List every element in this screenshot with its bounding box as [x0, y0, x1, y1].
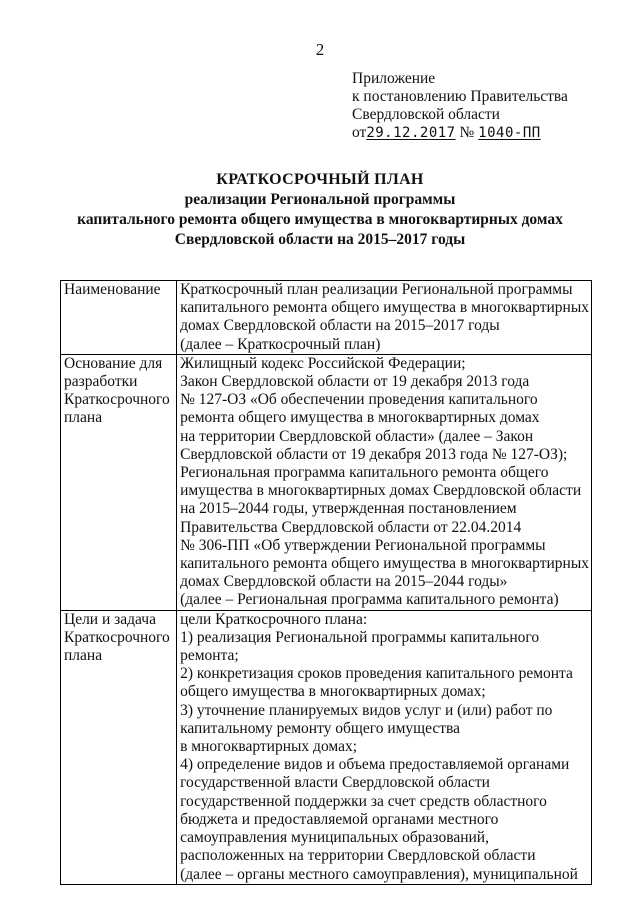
row-content-line: 1) реализация Региональной программы капитального: [180, 628, 540, 646]
row-content-line: № 127-ОЗ «Об обеспечении проведения капитального: [180, 391, 538, 409]
handwritten-number: 1040-ПП: [478, 125, 541, 141]
row-content-line: Закон Свердловской области от 19 декабря 2013 года: [180, 373, 530, 391]
row-content-cell: [177, 610, 592, 884]
row-label-line: Краткосрочного: [64, 628, 170, 646]
row-content-line: домах Свердловской области на 2015–2017 годы: [180, 317, 500, 335]
row-label-line: Цели и задача: [64, 610, 156, 628]
row-label-line: плана: [64, 409, 103, 427]
table-row: [61, 610, 592, 884]
row-content-line: самоуправления муниципальных образований,: [180, 829, 489, 847]
row-content-line: на 2015–2044 годы, утвержденная постановлением: [180, 500, 517, 518]
date-prefix: от: [352, 124, 367, 141]
table-row: [61, 354, 592, 610]
number-prefix: №: [459, 124, 475, 141]
row-content-cell: [177, 281, 592, 355]
row-content-line: капитального ремонта общего имущества в многоквартирных: [180, 555, 589, 573]
table-row: [61, 281, 592, 355]
row-content-line: (далее – органы местного самоуправления), муниципальной: [180, 865, 578, 883]
row-label-cell: [61, 610, 177, 884]
row-label-line: Наименование: [64, 281, 161, 298]
row-content-line: ремонта;: [180, 647, 239, 665]
row-content-line: (далее – Региональная программа капитального ремонта): [180, 591, 559, 609]
row-content-line: Свердловской области от 19 декабря 2013 года № 127-ОЗ);: [180, 445, 568, 463]
row-content-line: (далее – Краткосрочный план): [180, 335, 381, 353]
title-line-2: реализации Региональной программы: [184, 191, 456, 208]
title-line-4: Свердловской области на 2015–2017 годы: [174, 231, 466, 248]
handwritten-date: 29.12.2017: [366, 125, 456, 141]
row-label-line: плана: [64, 647, 103, 665]
row-content-line: домах Свердловской области на 2015–2044 годы»: [180, 573, 508, 591]
row-content-line: имущества в многоквартирных домах Свердловской области: [180, 482, 582, 500]
row-content-line: капитальному ремонту общего имущества: [180, 719, 461, 737]
row-content-line: расположенных на территории Свердловской области: [180, 847, 536, 865]
plan-table: [60, 280, 592, 885]
row-content-line: Правительства Свердловской области от 22.04.2014: [180, 518, 522, 536]
row-content-line: Жилищный кодекс Российской Федерации;: [180, 354, 466, 372]
title-main: КРАТКОСРОЧНЫЙ ПЛАН: [216, 171, 424, 188]
row-content-line: Краткосрочный план реализации Региональной программы: [180, 281, 573, 298]
row-content-line: Региональная программа капитального ремонта общего: [180, 464, 549, 482]
row-content-line: на территории Свердловской области» (далее – Закон: [180, 427, 534, 445]
appendix-block: [352, 70, 568, 142]
row-content-line: цели Краткосрочного плана:: [180, 610, 368, 628]
row-content-line: 2) конкретизация сроков проведения капитального ремонта: [180, 665, 573, 683]
row-label-line: Краткосрочного: [64, 391, 170, 409]
row-content-line: в многоквартирных домах;: [180, 738, 358, 756]
row-content-line: государственной поддержки за счет средств областного: [180, 792, 547, 810]
appendix-date-line: [352, 124, 568, 142]
row-content-cell: [177, 354, 592, 610]
row-label-line: Основание для: [64, 354, 163, 372]
row-label-line: разработки: [64, 373, 138, 391]
row-content-line: ремонта общего имущества в многоквартирных домах: [180, 409, 540, 427]
page-number: 2: [315, 40, 325, 59]
appendix-resolution: к постановлению Правительства: [352, 88, 568, 105]
row-content-line: № 306-ПП «Об утверждении Региональной программы: [180, 536, 546, 554]
appendix-region: Свердловской области: [352, 106, 500, 123]
row-content-line: бюджета и предоставляемой органами местного: [180, 810, 499, 828]
row-content-line: капитального ремонта общего имущества в многоквартирных: [180, 299, 589, 317]
row-content-line: государственной власти Свердловской области: [180, 774, 490, 792]
row-content-line: 4) определение видов и объема предоставляемой органами: [180, 756, 570, 774]
title-line-3: капитального ремонта общего имущества в многоквартирных домах: [77, 211, 563, 228]
document-title: [0, 170, 640, 250]
row-content-line: 3) уточнение планируемых видов услуг и (или) работ по: [180, 701, 553, 719]
appendix-title: Приложение: [352, 70, 436, 87]
row-label-cell: [61, 281, 177, 355]
row-content-line: общего имущества в многоквартирных домах;: [180, 683, 486, 701]
row-label-cell: [61, 354, 177, 610]
